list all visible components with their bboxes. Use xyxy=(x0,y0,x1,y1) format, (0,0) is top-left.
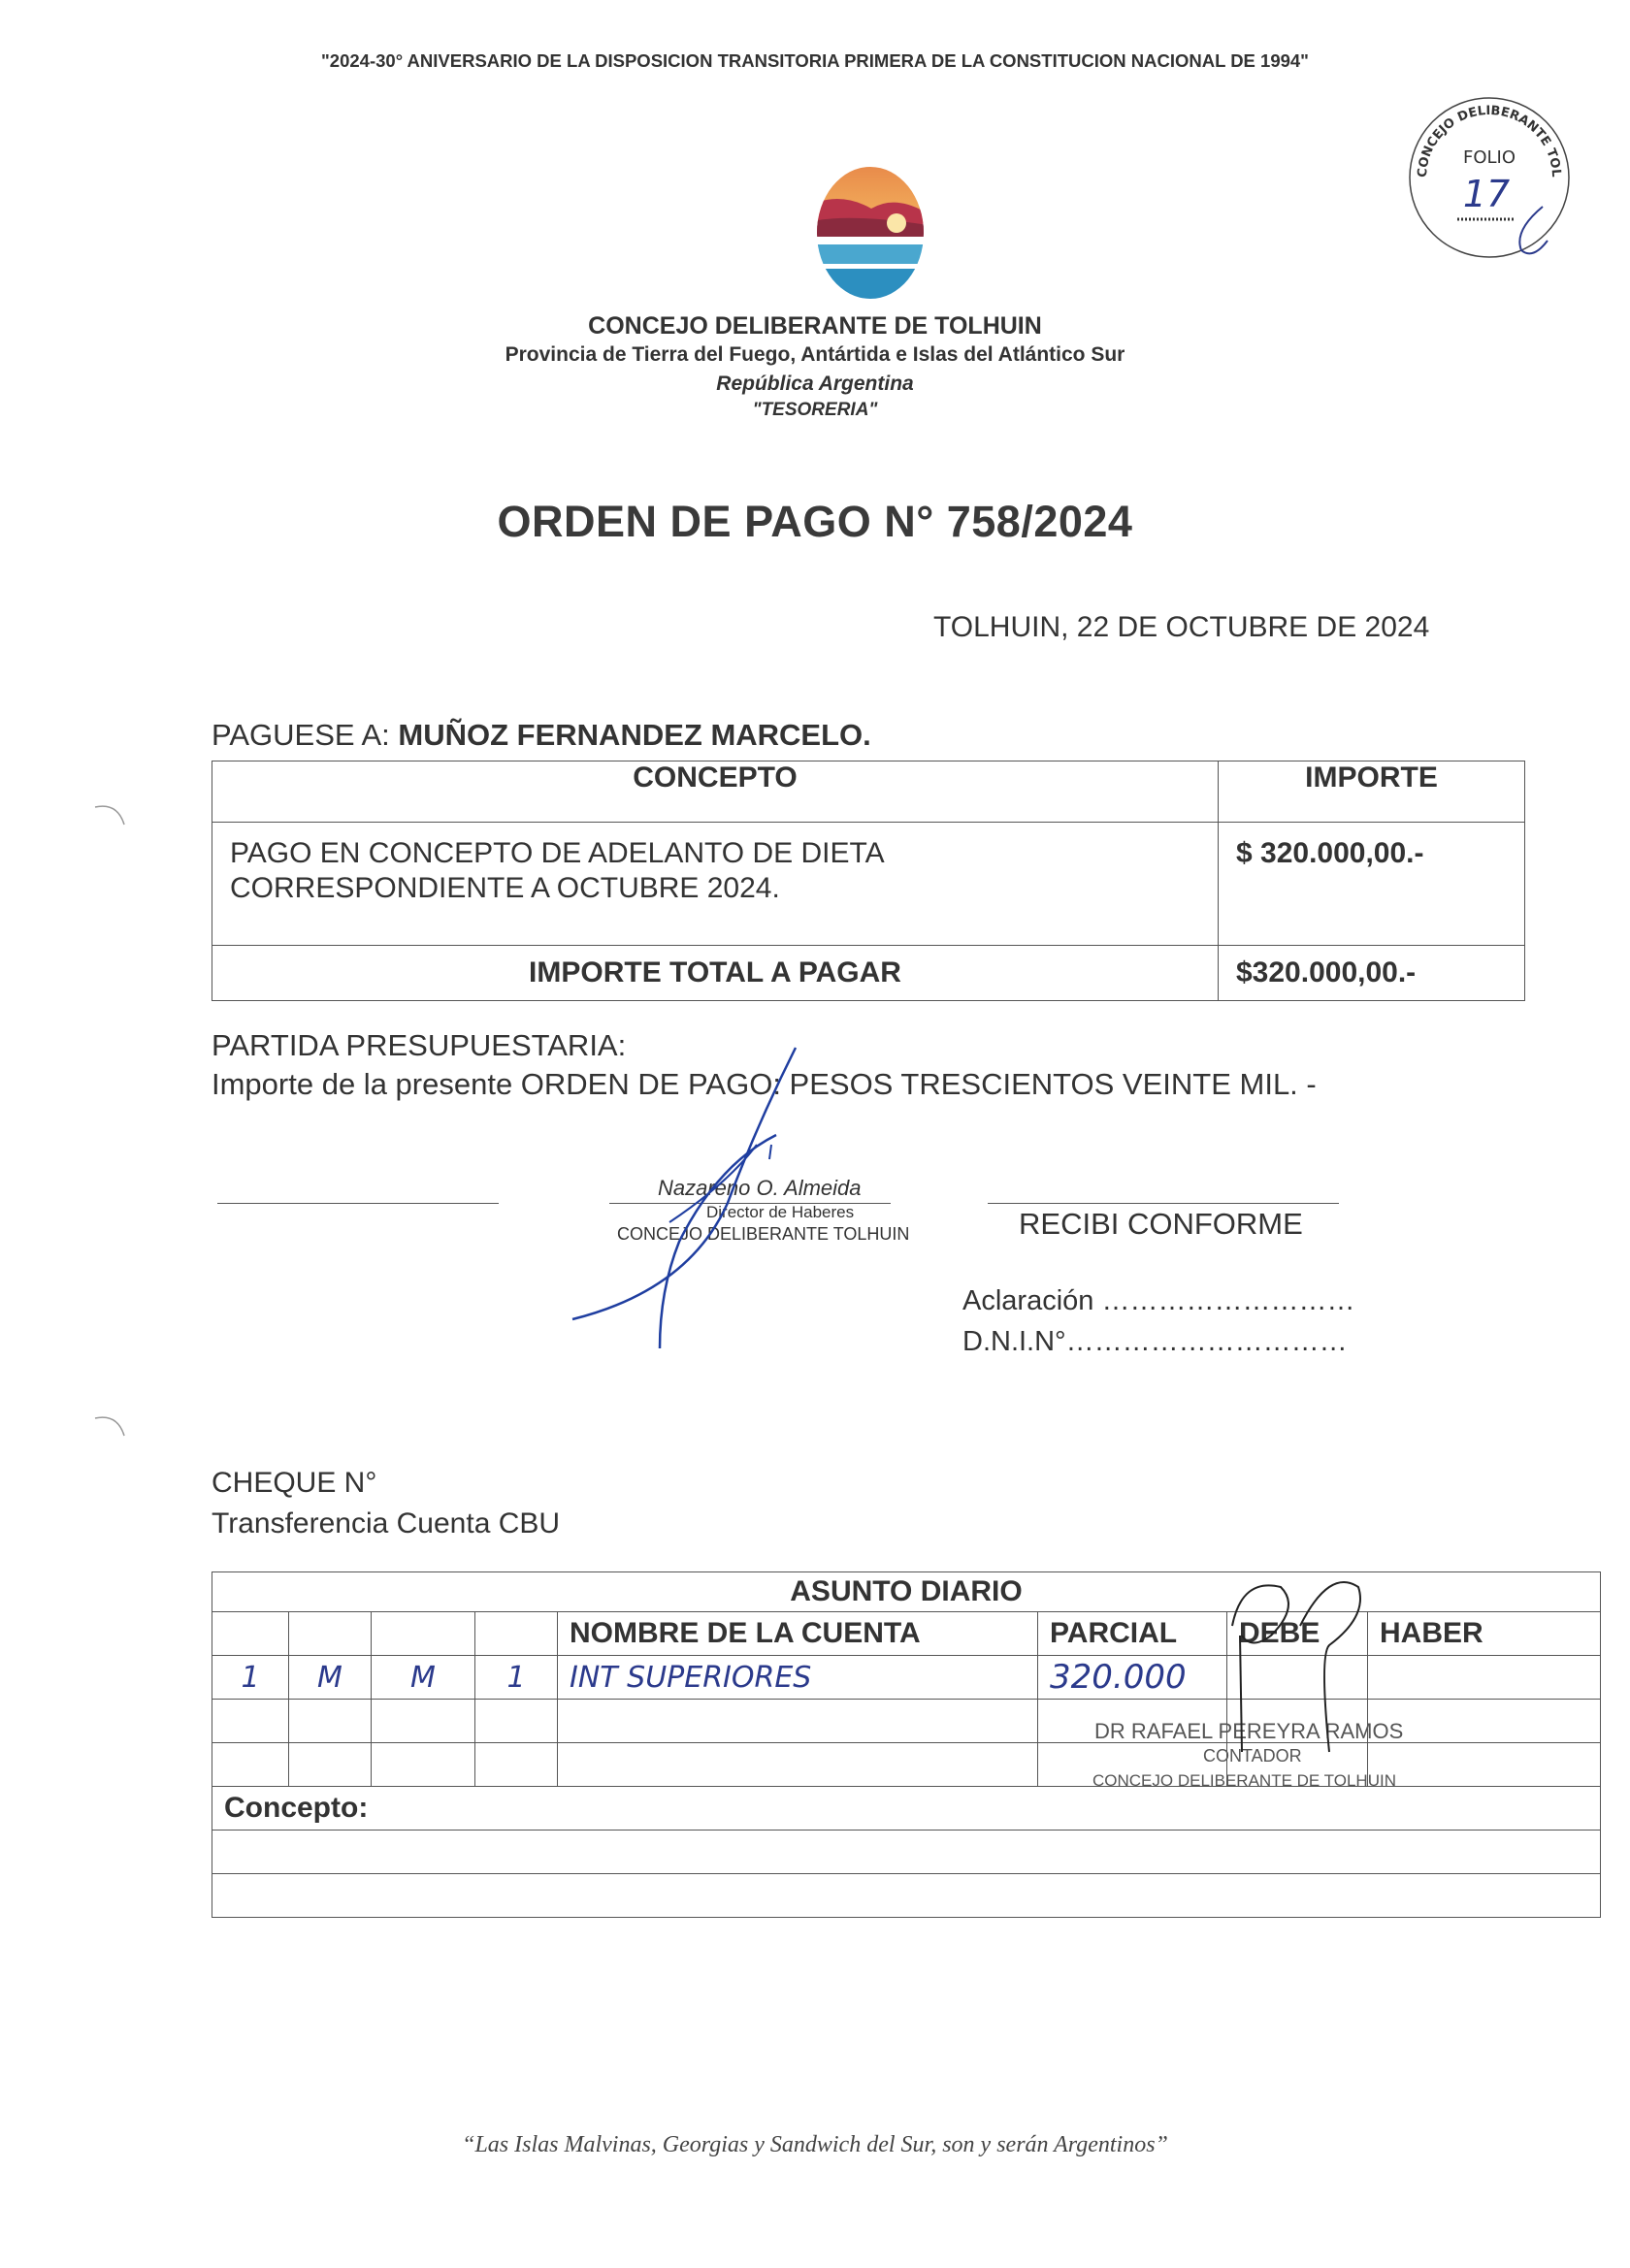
credit-cell xyxy=(1368,1656,1601,1700)
signature-line-right xyxy=(988,1203,1339,1204)
dni-field: D.N.I.N°………………………… xyxy=(962,1326,1348,1357)
folio-number: 17 xyxy=(1462,173,1511,215)
folio-stamp xyxy=(1397,85,1581,270)
payment-table xyxy=(212,761,1525,1001)
code-col-2 xyxy=(289,1612,372,1656)
payee-name: MUÑOZ FERNANDEZ MARCELO. xyxy=(398,718,871,752)
payee-label: PAGUESE A: xyxy=(212,718,390,752)
payment-table-header xyxy=(212,761,1525,823)
concept-cell xyxy=(212,823,1219,946)
folio-label: FOLIO xyxy=(1462,147,1516,168)
anniversary-banner: "2024-30° ANIVERSARIO DE LA DISPOSICION TRANSITORIA PRIMERA DE LA CONSTITUCION NACIONAL DE 1994" xyxy=(321,50,1309,71)
amount-in-words: Importe de la presente ORDEN DE PAGO: PESOS TRESCIENTOS VEINTE MIL. - xyxy=(212,1067,1317,1101)
department-name: "TESORERIA" xyxy=(752,400,878,420)
total-label: IMPORTE TOTAL A PAGAR xyxy=(212,946,1219,1001)
hand-code-1: 1 xyxy=(212,1656,289,1700)
diary-concept-line-1 xyxy=(212,1831,1601,1874)
aclaracion-field: Aclaración ……………………… xyxy=(962,1285,1355,1316)
accountant-org: CONCEJO DELIBERANTE DE TOLHUIN xyxy=(1092,1771,1396,1790)
code-col-1 xyxy=(212,1612,289,1656)
accountant-handwritten-signature xyxy=(1222,1568,1397,1762)
diary-concept-row xyxy=(212,1787,1601,1831)
punch-hole-mark-1 xyxy=(93,797,132,836)
col-account-name: NOMBRE DE LA CUENTA xyxy=(558,1612,1038,1656)
footer-motto: “Las Islas Malvinas, Georgias y Sandwich del Sur, son y serán Argentinos” xyxy=(462,2132,1168,2157)
col-concept: CONCEPTO xyxy=(212,761,1219,823)
receipt-fields xyxy=(962,1280,1354,1362)
hand-code-3: M xyxy=(372,1656,475,1700)
hand-partial-amount: 320.000 xyxy=(1038,1656,1227,1700)
cheque-label: CHEQUE N° xyxy=(212,1467,377,1499)
col-credit: HABER xyxy=(1368,1612,1601,1656)
hand-account-name: INT SUPERIORES xyxy=(558,1656,1038,1700)
partida-label: PARTIDA PRESUPUESTARIA: xyxy=(212,1028,627,1062)
recibi-conforme: RECIBI CONFORME xyxy=(1019,1207,1303,1241)
document-title: ORDEN DE PAGO N° 758/2024 xyxy=(497,497,1133,546)
accountant-role: CONTADOR xyxy=(1203,1746,1302,1766)
accountant-name: DR RAFAEL PEREYRA RAMOS xyxy=(1094,1719,1404,1743)
country-name: República Argentina xyxy=(716,373,914,395)
diary-title: ASUNTO DIARIO xyxy=(212,1572,1601,1612)
col-debit: DEBE xyxy=(1227,1612,1368,1656)
council-logo xyxy=(813,165,928,301)
transfer-label: Transferencia Cuenta CBU xyxy=(212,1507,561,1539)
hand-code-2: M xyxy=(289,1656,372,1700)
folio-stamp-graphic xyxy=(1397,85,1581,270)
punch-hole-mark-2 xyxy=(93,1409,132,1447)
col-amount: IMPORTE xyxy=(1219,761,1525,823)
stamp-ring-text: CONCEJO DELIBERANTE TOL xyxy=(1415,103,1564,178)
diary-concept-line-2 xyxy=(212,1874,1601,1918)
payment-row xyxy=(212,823,1525,946)
director-handwritten-signature xyxy=(563,1038,815,1358)
director-name: Nazareno O. Almeida xyxy=(658,1176,862,1200)
total-amount: $320.000,00.- xyxy=(1219,946,1525,1001)
concept-line-2: CORRESPONDIENTE A OCTUBRE 2024. xyxy=(230,872,780,904)
col-partial: PARCIAL xyxy=(1038,1612,1227,1656)
payee-line xyxy=(212,718,871,753)
director-role: Director de Haberes xyxy=(706,1203,855,1221)
signature-line-left xyxy=(217,1203,499,1204)
code-col-4 xyxy=(475,1612,558,1656)
org-name: CONCEJO DELIBERANTE DE TOLHUIN xyxy=(588,312,1042,340)
director-org: CONCEJO DELIBERANTE TOLHUIN xyxy=(617,1224,910,1244)
concept-line-1: PAGO EN CONCEPTO DE ADELANTO DE DIETA xyxy=(230,837,885,869)
document-date: TOLHUIN, 22 DE OCTUBRE DE 2024 xyxy=(933,611,1430,643)
hand-code-4: 1 xyxy=(475,1656,558,1700)
province-name: Provincia de Tierra del Fuego, Antártida e Islas del Atlántico Sur xyxy=(505,343,1125,366)
diary-concept-label: Concepto: xyxy=(212,1787,1601,1831)
total-row xyxy=(212,946,1525,1001)
code-col-3 xyxy=(372,1612,475,1656)
payment-method xyxy=(212,1463,560,1544)
amount-cell: $ 320.000,00.- xyxy=(1219,823,1525,946)
